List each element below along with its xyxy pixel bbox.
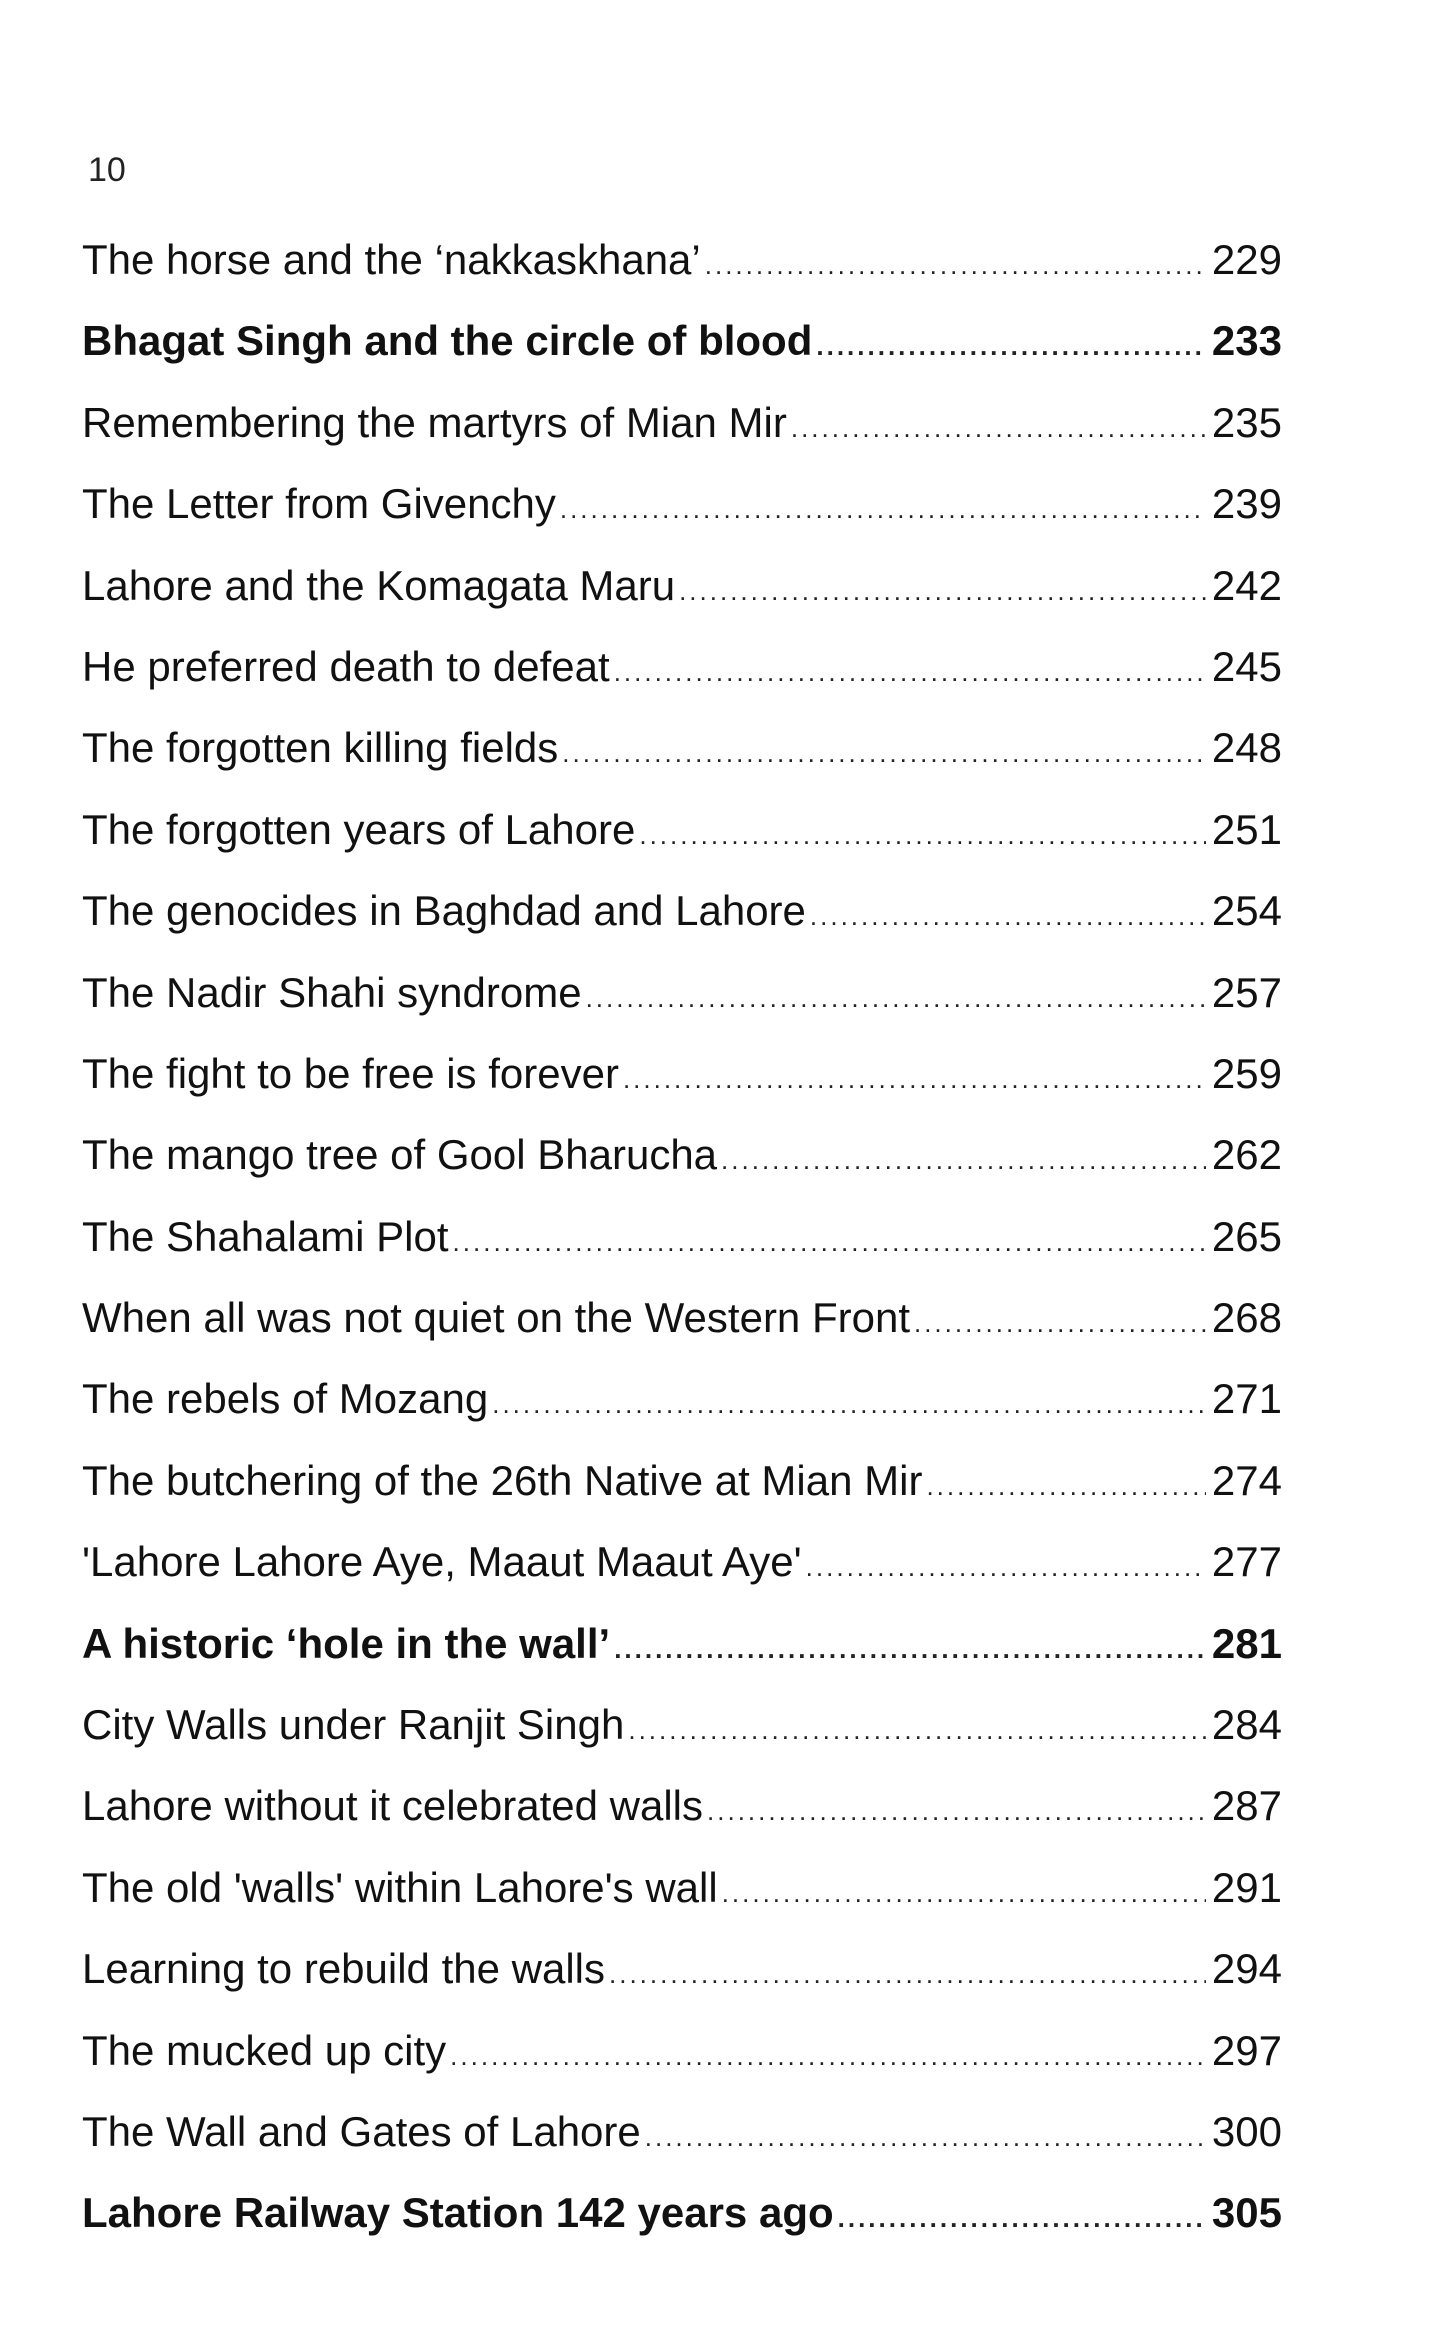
dot-leader [492,1374,1206,1434]
toc-entry-page: 297 [1211,2026,1282,2074]
dot-leader [609,1944,1206,2004]
toc-entry-title: A historic ‘hole in the wall’ [82,1619,611,1667]
toc-entry-page: 239 [1211,480,1282,528]
toc-entry [82,963,1282,1044]
dot-leader [450,2026,1206,2086]
toc-entry [82,637,1282,718]
dot-leader [721,1130,1206,1190]
dot-leader [722,1863,1206,1923]
toc-entry-page: 259 [1211,1049,1282,1097]
toc-entry [82,1532,1282,1613]
toc-entry-page: 262 [1211,1131,1282,1179]
toc-entry-title: The butchering of the 26th Native at Mian Mir [82,1456,923,1504]
toc-entry [82,718,1282,799]
toc-entry-title: Lahore Railway Station 142 years ago [82,2189,834,2237]
dot-leader [707,1781,1206,1841]
toc-entry [82,1695,1282,1776]
toc-entry [82,1125,1282,1206]
dot-leader [806,1537,1206,1597]
toc-entry-page: 265 [1211,1212,1282,1260]
dot-leader [628,1700,1206,1760]
toc-entry-page: 274 [1211,1456,1282,1504]
toc-entry-title: City Walls under Ranjit Singh [82,1701,625,1749]
toc-entry-title: Lahore without it celebrated walls [82,1782,704,1830]
toc-entry-page: 305 [1211,2189,1282,2237]
toc-entry-title: The fight to be free is forever [82,1049,619,1097]
toc-entry-page: 284 [1211,1701,1282,1749]
toc-entry [82,1858,1282,1939]
toc-entry-page: 291 [1211,1863,1282,1911]
toc-entry-title: When all was not quiet on the Western Front [82,1294,910,1342]
toc-entry-title: The horse and the ‘nakkaskhana’ [82,236,701,283]
toc-entry-title: The mango tree of Gool Bharucha [82,1131,718,1179]
toc-entry [82,2102,1282,2183]
toc-entry [82,1207,1282,1288]
toc-entry [82,556,1282,637]
toc-entry-page: 229 [1211,236,1282,283]
toc-entry-title: Remembering the martyrs of Mian Mir [82,398,787,446]
toc-entry-page: 268 [1211,1294,1282,1342]
dot-leader [560,479,1206,539]
toc-entry [82,2183,1282,2264]
toc-entry-page: 281 [1211,1619,1282,1667]
dot-leader [639,805,1206,865]
table-of-contents [82,230,1282,2265]
dot-leader [926,1456,1205,1516]
toc-entry [82,881,1282,962]
toc-entry-page: 287 [1211,1782,1282,1830]
toc-entry [82,230,1282,311]
dot-leader [645,2107,1206,2167]
toc-entry-page: 254 [1211,887,1282,935]
dot-leader [586,968,1206,1028]
page-number: 10 [88,151,126,189]
toc-entry-title: He preferred death to defeat [82,642,610,690]
toc-entry-title: The Letter from Givenchy [82,480,556,528]
toc-entry [82,1044,1282,1125]
toc-entry-title: Learning to rebuild the walls [82,1945,605,1993]
toc-entry [82,311,1282,392]
toc-entry [82,393,1282,474]
toc-entry [82,474,1282,555]
toc-entry-page: 294 [1211,1945,1282,1993]
dot-leader [816,316,1206,376]
dot-leader [810,886,1206,946]
toc-entry-page: 233 [1211,317,1282,365]
dot-leader [614,642,1206,702]
toc-entry [82,1451,1282,1532]
toc-entry-title: The forgotten killing fields [82,724,559,772]
toc-entry-title: The rebels of Mozang [82,1375,489,1423]
toc-entry-title: The mucked up city [82,2026,447,2074]
dot-leader [623,1049,1206,1109]
toc-entry [82,1288,1282,1369]
dot-leader [705,235,1206,295]
toc-entry-title: The genocides in Baghdad and Lahore [82,887,806,935]
toc-entry [82,1614,1282,1695]
dot-leader [679,561,1206,621]
toc-entry-title: Lahore and the Komagata Maru [82,561,676,609]
toc-entry-page: 277 [1211,1538,1282,1586]
dot-leader [453,1212,1206,1272]
toc-entry [82,2021,1282,2102]
toc-entry-page: 257 [1211,968,1282,1016]
dot-leader [838,2188,1206,2248]
toc-entry-title: The old 'walls' within Lahore's wall [82,1863,718,1911]
dot-leader [914,1293,1206,1353]
toc-entry-title: Bhagat Singh and the circle of blood [82,317,813,365]
toc-entry [82,1369,1282,1450]
toc-entry-title: 'Lahore Lahore Aye, Maaut Maaut Aye' [82,1538,802,1586]
toc-entry-page: 248 [1211,724,1282,772]
toc-entry-title: The forgotten years of Lahore [82,805,636,853]
toc-entry-title: The Wall and Gates of Lahore [82,2107,641,2155]
toc-entry-title: The Nadir Shahi syndrome [82,968,582,1016]
dot-leader [562,723,1206,783]
toc-entry [82,800,1282,881]
toc-entry [82,1776,1282,1857]
toc-entry-page: 235 [1211,398,1282,446]
toc-entry-page: 300 [1211,2107,1282,2155]
toc-entry-page: 271 [1211,1375,1282,1423]
toc-entry [82,1939,1282,2020]
dot-leader [791,398,1206,458]
dot-leader [614,1619,1206,1679]
toc-entry-page: 245 [1211,642,1282,690]
toc-entry-page: 242 [1211,561,1282,609]
toc-entry-title: The Shahalami Plot [82,1212,449,1260]
toc-entry-page: 251 [1211,805,1282,853]
